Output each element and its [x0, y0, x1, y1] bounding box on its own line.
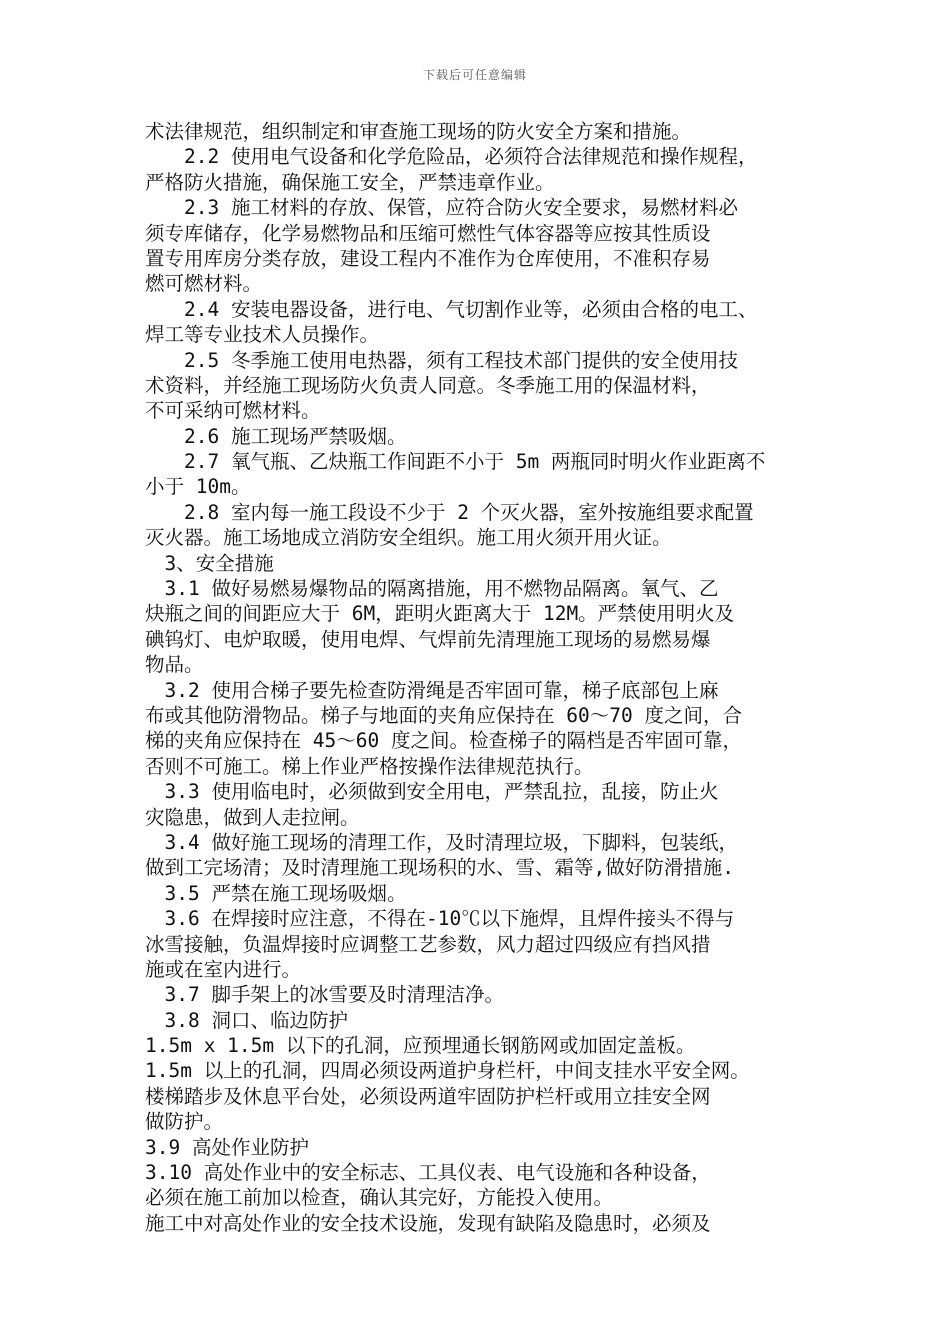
text-line: 3.9 高处作业防护 — [145, 1135, 309, 1159]
text-line: 2.3 施工材料的存放、保管，应符合防火安全要求，易燃材料必 — [145, 196, 738, 220]
text-line: 3.2 使用合梯子要先检查防滑绳是否牢固可靠，梯子底部包上麻 — [145, 678, 719, 702]
text-line: 必须在施工前加以检查，确认其完好，方能投入使用。 — [145, 1186, 614, 1210]
document-body — [145, 119, 835, 1236]
text-line: 布或其他防滑物品。梯子与地面的夹角应保持在 60～70 度之间，合 — [145, 703, 742, 727]
text-line: 灭火器。施工场地成立消防安全组织。施工用火须开用火证。 — [145, 526, 672, 550]
text-line: 2.4 安装电器设备，进行电、气切割作业等，必须由合格的电工、 — [145, 297, 758, 321]
text-line: 2.8 室内每一施工段设不少于 2 个灭火器，室外按施组要求配置 — [145, 500, 754, 524]
text-line: 3.10 高处作业中的安全标志、工具仪表、电气设施和各种设备， — [145, 1161, 711, 1185]
text-line: 2.5 冬季施工使用电热器，须有工程技术部门提供的安全使用技 — [145, 348, 738, 372]
text-line: 冰雪接触，负温焊接时应调整工艺参数，风力超过四级应有挡风措 — [145, 932, 711, 956]
text-line: 施工中对高处作业的安全技术设施，发现有缺陷及隐患时，必须及 — [145, 1211, 711, 1235]
text-line: 梯的夹角应保持在 45～60 度之间。检查梯子的隔档是否牢固可靠， — [145, 729, 742, 753]
page-header: 下载后可任意编辑 — [422, 68, 527, 82]
text-line: 严格防火措施，确保施工安全，严禁违章作业。 — [145, 170, 555, 194]
text-line: 3.5 严禁在施工现场吸烟。 — [145, 881, 407, 905]
text-line: 焊工等专业技术人员操作。 — [145, 323, 380, 347]
text-line: 1.5m 以上的孔洞，四周必须设两道护身栏杆，中间支挂水平安全网。 — [145, 1059, 750, 1083]
text-line: 灾隐患，做到人走拉闸。 — [145, 805, 360, 829]
text-line: 燃可燃材料。 — [145, 272, 263, 296]
text-line: 做到工完场清；及时清理施工现场积的水、雪、霜等,做好防滑措施. — [145, 856, 734, 880]
text-line: 3.3 使用临电时，必须做到安全用电，严禁乱拉，乱接，防止火 — [145, 780, 719, 804]
text-line: 置专用库房分类存放，建设工程内不准作为仓库使用，不准积存易 — [145, 246, 711, 270]
text-line: 3.6 在焊接时应注意，不得在-10℃以下施焊，且焊件接头不得与 — [145, 907, 735, 931]
text-line: 不可采纳可燃材料。 — [145, 399, 321, 423]
text-line: 3.4 做好施工现场的清理工作，及时清理垃圾，下脚料，包装纸， — [145, 830, 738, 854]
text-line: 小于 10m。 — [145, 475, 251, 499]
text-line: 楼梯踏步及休息平台处，必须设两道牢固防护栏杆或用立挂安全网 — [145, 1084, 711, 1108]
text-line: 碘钨灯、电炉取暖，使用电焊、气焊前先清理施工现场的易燃易爆 — [145, 627, 711, 651]
text-line: 术资料，并经施工现场防火负责人同意。冬季施工用的保温材料， — [145, 373, 711, 397]
text-line: 3、安全措施 — [145, 551, 274, 575]
text-line: 2.7 氧气瓶、乙炔瓶工作间距不小于 5m 两瓶同时明火作业距离不 — [145, 450, 766, 474]
text-line: 炔瓶之间的间距应大于 6M，距明火距离大于 12M。严禁使用明火及 — [145, 602, 735, 626]
text-line: 2.2 使用电气设备和化学危险品，必须符合法律规范和操作规程， — [145, 145, 758, 169]
text-line: 3.7 脚手架上的冰雪要及时清理洁净。 — [145, 983, 504, 1007]
text-line: 物品。 — [145, 653, 204, 677]
text-line: 1.5m x 1.5m 以下的孔洞，应预埋通长钢筋网或加固定盖板。 — [145, 1034, 696, 1058]
text-line: 术法律规范，组织制定和审查施工现场的防火安全方案和措施。 — [145, 120, 692, 143]
text-line: 须专库储存，化学易燃物品和压缩可燃性气体容器等应按其性质设 — [145, 221, 711, 245]
text-line: 否则不可施工。梯上作业严格按操作法律规范执行。 — [145, 754, 594, 778]
text-line: 3.1 做好易燃易爆物品的隔离措施，用不燃物品隔离。氧气、乙 — [145, 577, 719, 601]
text-line: 做防护。 — [145, 1110, 224, 1134]
text-line: 2.6 施工现场严禁吸烟。 — [145, 424, 407, 448]
text-line: 施或在室内进行。 — [145, 957, 302, 981]
text-line: 3.8 洞口、临边防护 — [145, 1008, 348, 1032]
